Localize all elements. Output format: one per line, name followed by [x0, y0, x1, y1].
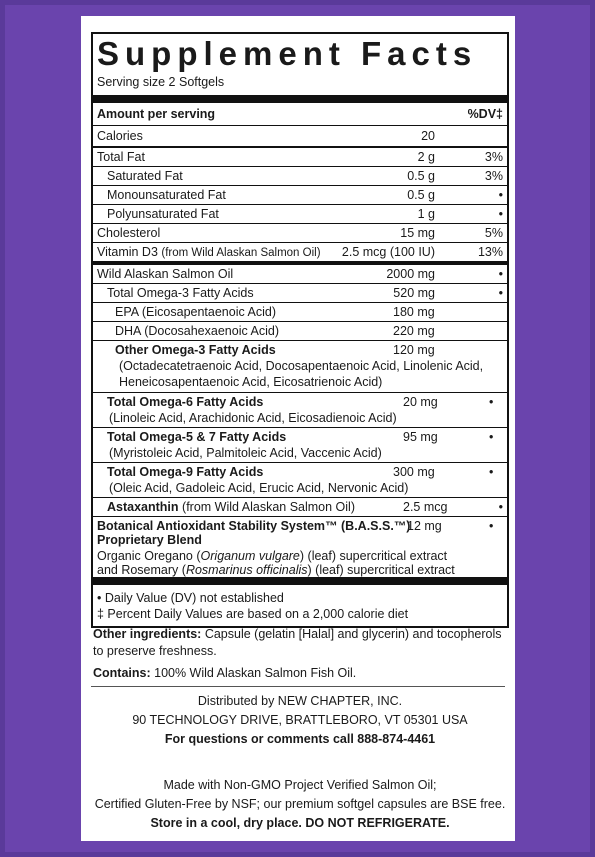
astaxanthin-row: [93, 497, 507, 516]
dha-label-wrap: [115, 322, 279, 340]
other-ingredients: [93, 626, 507, 660]
other-ingredients-line1: [93, 626, 507, 643]
serving-size: Serving size 2 Softgels: [97, 75, 225, 89]
distributor-info: [93, 692, 507, 749]
nutrient-label: Saturated Fat: [107, 169, 183, 183]
epa-label-wrap: [115, 303, 276, 321]
dha-row: [93, 321, 507, 340]
amount-header-label: Amount per serving: [97, 107, 216, 121]
vitamin-d3-amount: 2.5 mcg (100 IU): [341, 245, 435, 259]
omega3-dv: •: [498, 286, 503, 300]
epa-desc: (Eicosapentaenoic Acid): [141, 305, 276, 319]
bass-line1-a: Organic Oregano (: [97, 549, 201, 563]
thick-divider: [93, 95, 507, 103]
footnotes: [93, 585, 507, 626]
vitamin-d3-source: (from Wild Alaskan Salmon Oil): [161, 247, 321, 259]
note-storage: Store in a cool, dry place. DO NOT REFRIGERATE.: [150, 816, 450, 830]
nutrient-amount: 2 g: [417, 150, 435, 164]
omega57-label: Total Omega-5 & 7 Fatty Acids: [107, 430, 287, 444]
other-omega3-amount: 120 mg: [393, 343, 435, 357]
astaxanthin-source: (from Wild Alaskan Salmon Oil): [182, 500, 355, 514]
nutrient-label: Polyunsaturated Fat: [107, 207, 219, 221]
bass-line1-b: ) (leaf) supercritical extract: [299, 549, 448, 563]
contains-label: Contains:: [93, 666, 151, 680]
omega3-label: Total Omega-3 Fatty Acids: [107, 286, 254, 300]
omega57-dv: •: [489, 430, 494, 444]
astaxanthin-amount: 2.5 mcg: [403, 500, 448, 514]
nutrient-label: Monounsaturated Fat: [107, 188, 226, 202]
product-notes: [93, 776, 507, 833]
nutrient-row: [93, 204, 507, 223]
footnote-percent: ‡ Percent Daily Values are based on a 2,000 calorie diet: [97, 607, 409, 621]
vitamin-d3-label-wrap: [97, 243, 321, 262]
distributor-name: Distributed by NEW CHAPTER, INC.: [197, 694, 403, 708]
nutrient-row: [93, 166, 507, 185]
nutrient-dv: •: [498, 207, 503, 221]
epa-row: [93, 302, 507, 321]
calories-amount: 20: [421, 129, 435, 143]
other-ingredients-label: Other ingredients:: [93, 627, 202, 641]
nutrient-row: [93, 223, 507, 242]
omega57-amount: 95 mg: [403, 430, 438, 444]
other-ingredients-text2: to preserve freshness.: [93, 644, 217, 658]
contains-text: 100% Wild Alaskan Salmon Fish Oil.: [150, 666, 357, 680]
astaxanthin-label-wrap: [107, 498, 355, 516]
dv-header: %DV‡: [467, 107, 503, 121]
salmon-oil-label: Wild Alaskan Salmon Oil: [97, 267, 234, 281]
thick-divider: [93, 577, 507, 585]
bass-line1-latin: Origanum vulgare: [200, 549, 300, 563]
nutrient-amount: 0.5 g: [407, 188, 435, 202]
omega3-row: [93, 283, 507, 302]
omega6-label: Total Omega-6 Fatty Acids: [107, 395, 264, 409]
other-omega3-label: Other Omega-3 Fatty Acids: [115, 343, 276, 357]
nutrient-label: Total Fat: [97, 150, 145, 164]
epa-label: EPA: [115, 305, 139, 319]
contains: [93, 665, 507, 682]
vitamin-d3-dv: 13%: [477, 245, 503, 259]
dha-label: DHA: [115, 324, 141, 338]
label-panel: [81, 16, 515, 841]
omega57-block: [93, 427, 507, 462]
nutrient-label: Cholesterol: [97, 226, 161, 240]
omega6-amount: 20 mg: [403, 395, 438, 409]
calories-row: [93, 125, 507, 146]
distributor-phone: For questions or comments call 888-874-4461: [164, 732, 436, 746]
other-omega3-block: [93, 340, 507, 392]
bass-line2: [97, 562, 455, 578]
bass-dv: •: [489, 519, 494, 533]
calories-label: Calories: [97, 129, 143, 143]
omega6-desc: (Linoleic Acid, Arachidonic Acid, Eicosadienoic Acid): [109, 411, 397, 425]
footnote-dv: • Daily Value (DV) not established: [97, 591, 284, 605]
omega9-amount: 300 mg: [393, 465, 435, 479]
bass-block: [93, 516, 507, 577]
nutrient-dv: 5%: [484, 226, 503, 240]
facts-title: Supplement Facts: [97, 35, 478, 72]
salmon-oil-amount: 2000 mg: [386, 267, 435, 281]
other-omega3-desc-line1: (Octadecatetraenoic Acid, Docosapentaenoic Acid, Linolenic Acid,: [119, 359, 484, 373]
nutrient-row: [93, 185, 507, 204]
other-omega3-desc-line2: Heneicosapentaenoic Acid, Eicosatrienoic Acid): [119, 375, 383, 389]
astaxanthin-dv: •: [498, 500, 503, 514]
amount-header-row: [93, 103, 507, 125]
omega57-desc: (Myristoleic Acid, Palmitoleic Acid, Vaccenic Acid): [109, 446, 382, 460]
dha-desc: (Docosahexaenoic Acid): [144, 324, 279, 338]
epa-amount: 180 mg: [393, 305, 435, 319]
bass-blend-label: Proprietary Blend: [97, 533, 202, 547]
vitamin-d3-label: Vitamin D3: [97, 245, 158, 259]
omega6-dv: •: [489, 395, 494, 409]
salmon-oil-row: [93, 265, 507, 283]
omega9-desc: (Oleic Acid, Gadoleic Acid, Erucic Acid, Nervonic Acid): [109, 481, 409, 495]
distributor-address: 90 TECHNOLOGY DRIVE, BRATTLEBORO, VT 05301 USA: [132, 713, 468, 727]
bass-line2-a: and Rosemary (: [97, 563, 186, 577]
astaxanthin-label: Astaxanthin: [107, 500, 179, 514]
nutrient-dv: 3%: [484, 150, 503, 164]
bass-label: Botanical Antioxidant Stability System™ (B.A.S.S.™): [97, 519, 411, 533]
dha-amount: 220 mg: [393, 324, 435, 338]
note-non-gmo: Made with Non-GMO Project Verified Salmon Oil;: [163, 778, 437, 792]
supplement-facts-box: [91, 32, 509, 628]
nutrient-amount: 15 mg: [400, 226, 435, 240]
nutrient-amount: 0.5 g: [407, 169, 435, 183]
salmon-oil-dv: •: [498, 267, 503, 281]
bass-amount: 12 mg: [407, 519, 442, 533]
nutrient-dv: •: [498, 188, 503, 202]
omega3-amount: 520 mg: [393, 286, 435, 300]
note-gluten-free: Certified Gluten-Free by NSF; our premium softgel capsules are BSE free.: [94, 797, 506, 811]
vitamin-d3-row: [93, 242, 507, 261]
other-ingredients-text1: Capsule (gelatin [Halal] and glycerin) and tocopherols: [201, 627, 502, 641]
omega9-block: [93, 462, 507, 497]
omega6-block: [93, 392, 507, 427]
bass-line2-b: ) (leaf) supercritical extract: [307, 563, 455, 577]
nutrient-dv: 3%: [484, 169, 503, 183]
omega9-label: Total Omega-9 Fatty Acids: [107, 465, 264, 479]
nutrient-amount: 1 g: [417, 207, 435, 221]
divider: [91, 686, 505, 687]
nutrient-row: [93, 148, 507, 166]
omega9-dv: •: [489, 465, 494, 479]
bass-line2-latin: Rosmarinus officinalis: [185, 563, 308, 577]
